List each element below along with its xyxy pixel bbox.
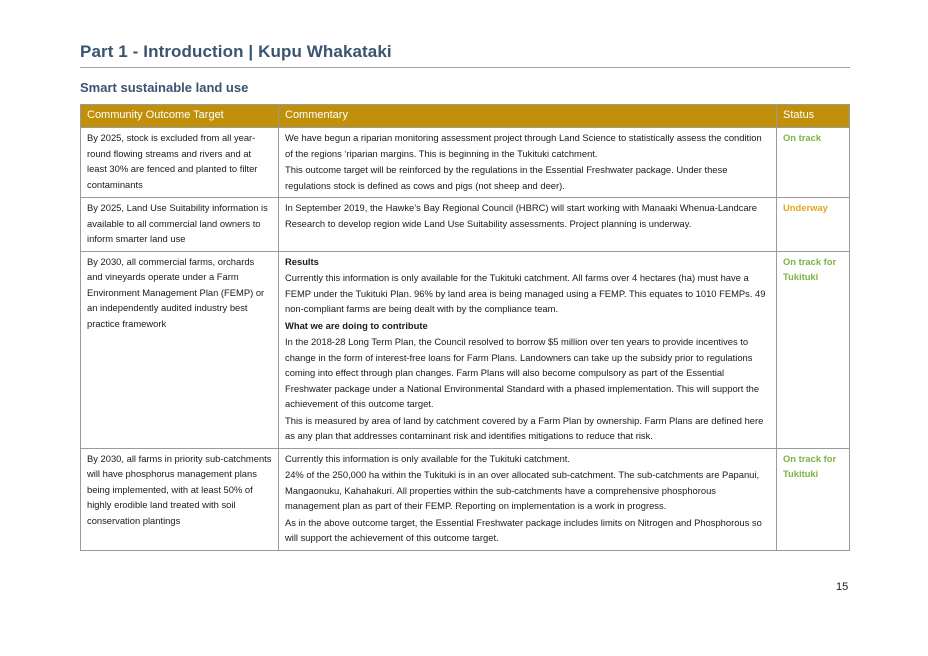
target-cell [81,198,279,252]
commentary-paragraph: 24% of the 250,000 ha within the Tukituki is in an over allocated sub-catchment. The sub-catchments are Papanui, Mangaonuku, Kahahakuri. All properties within the sub-catchments have a comprehensive phosphorous management plan as part of their FEMP. Reporting on implementation is a work in progress. [285,469,760,511]
commentary-paragraph: Currently this information is only available for the Tukituki catchment. [285,452,571,464]
status-cell [777,128,850,198]
page-number: 15 [836,581,849,593]
commentary-paragraph: As in the above outcome target, the Essential Freshwater package includes limits on Nitrogen and Phosphorous so will support the achievement of this outcome target. [285,516,762,543]
commentary-cell [279,251,777,448]
commentary-paragraph: This is measured by area of land by catchment covered by a Farm Plan by ownership. Farm Plans are defined here as any plan that addresses contaminant risk and identifies mitigations to reduce that risk. [285,414,764,441]
status-cell [777,198,850,252]
table-header-row [81,105,850,128]
commentary-cell [279,448,777,550]
section-title: Smart sustainable land use [80,80,249,95]
target-cell [81,128,279,198]
status-badge: Underway [783,202,828,213]
status-badge: On track for Tukituki [783,255,837,282]
column-header-status: Status [777,105,850,128]
commentary-cell [279,198,777,252]
page-title: Part 1 - Introduction | Kupu Whakataki [80,42,392,61]
title-divider [80,67,850,68]
column-header-target: Community Outcome Target [81,105,279,128]
column-header-commentary: Commentary [279,105,777,128]
target-text: By 2025, stock is excluded from all year-round flowing streams and rivers and at least 30% are fenced and planted to filter contaminants [87,132,258,190]
target-text: By 2030, all farms in priority sub-catchments will have phosphorus management plans being implemented, with at least 50% of highly erodible land treated with soil conservation plantings [87,452,272,526]
target-cell [81,251,279,448]
target-text: By 2030, all commercial farms, orchards and vineyards operate under a Farm Environment Management Plan (FEMP) or an independently audited industry best practice framework [87,255,265,329]
status-cell [777,448,850,550]
commentary-heading: What we are doing to contribute [285,319,428,331]
status-badge: On track for Tukituki [783,452,837,479]
table-row [81,251,850,448]
commentary-paragraph: Currently this information is only available for the Tukituki catchment. All farms over 4 hectares (ha) must have a FEMP under the Tukituki Plan. 96% by land area is being managed using a FEMP. This equates to 1010 FEMPs. 49 non-compliant farms are being dealt with by the compliance team. [285,272,766,314]
status-cell [777,251,850,448]
target-text: By 2025, Land Use Suitability information is available to all commercial land owners to inform smarter land use [87,202,268,244]
commentary-paragraph: This outcome target will be reinforced by the regulations in the Essential Freshwater package. Under these regulations stock is defined as cows and pigs (not sheep and deer). [285,164,728,191]
table-row [81,448,850,550]
status-badge: On track [783,132,822,143]
commentary-paragraph: In September 2019, the Hawke’s Bay Regional Council (HBRC) will start working with Manaaki Whenua-Landcare Research to develop region wide Land Use Suitability assessments. Project planning is underway. [285,202,757,229]
table-row [81,198,850,252]
commentary-cell [279,128,777,198]
commentary-paragraph: We have begun a riparian monitoring assessment project through Land Science to statistically assess the condition of the regions ‘riparian margins. This is beginning in the Tukituki catchment. [285,132,762,159]
table-row [81,128,850,198]
commentary-heading: Results [285,255,319,267]
outcomes-table [80,104,850,551]
target-cell [81,448,279,550]
commentary-paragraph: In the 2018-28 Long Term Plan, the Council resolved to borrow $5 million over ten years to provide incentives to change in the form of interest-free loans for Farm Plans. Landowners can take up the subsidy prior to regulations coming into effect through plan changes. Farm Plans will also become compulsory as part of the Essential Freshwater package under a National Environmental Standard with a phased implementation. This will support the achievement of this outcome target. [285,336,760,409]
